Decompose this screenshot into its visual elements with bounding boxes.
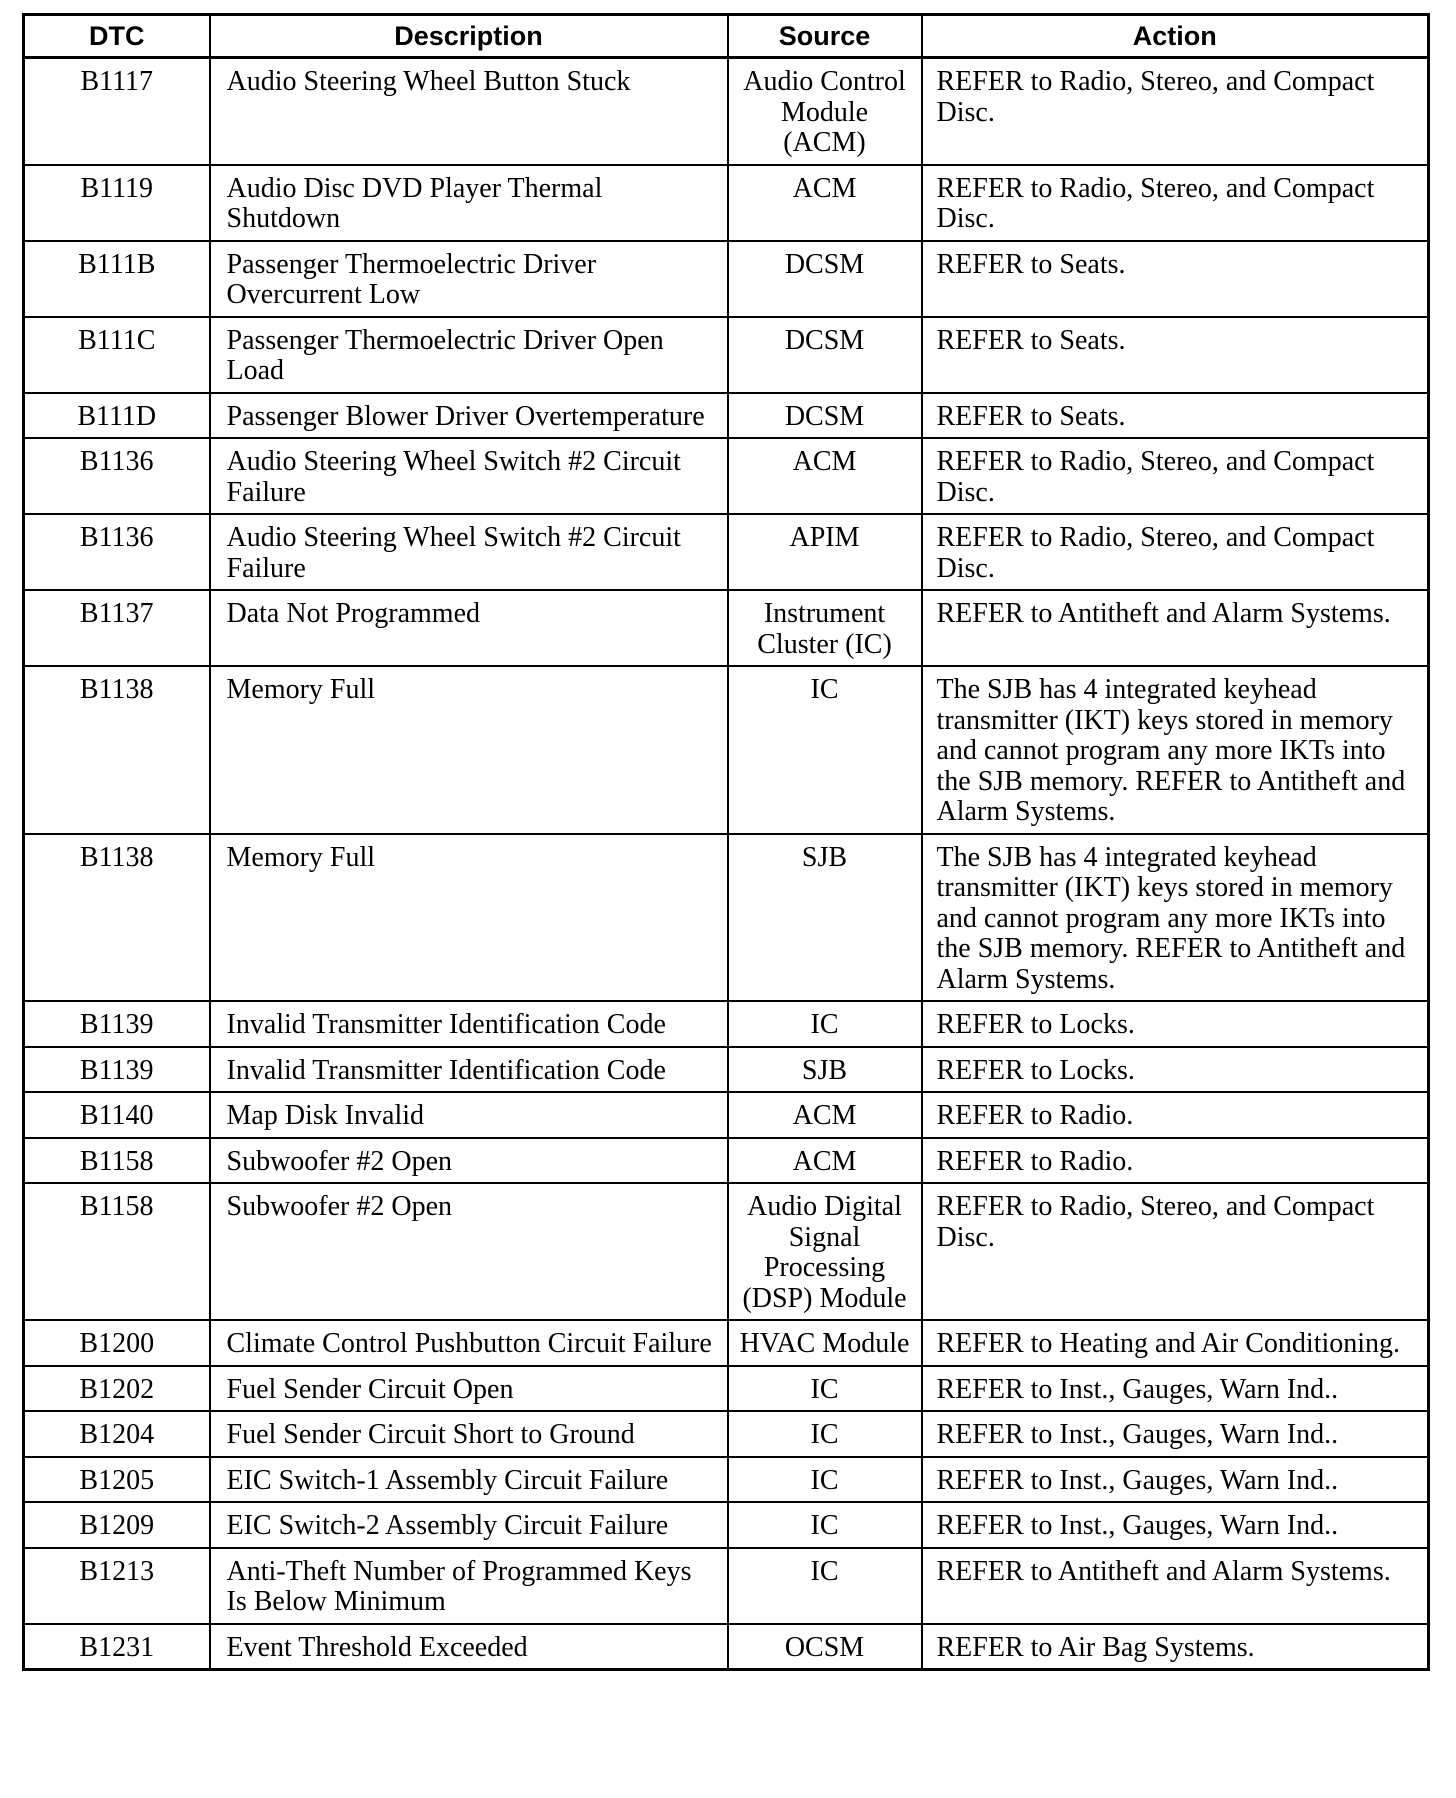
header-row (24, 15, 1429, 58)
source-cell (728, 165, 922, 241)
table-row (24, 1183, 1429, 1320)
source-cell-text: HVAC Module (739, 1328, 910, 1359)
action-cell-text: REFER to Locks. (936, 1009, 1135, 1040)
description-cell (210, 241, 728, 317)
action-cell (922, 1366, 1429, 1412)
description-cell-text: Invalid Transmitter Identification Code (226, 1009, 666, 1040)
source-cell-text: ACM (792, 1100, 857, 1131)
table-header (24, 15, 1429, 58)
description-cell (210, 1183, 728, 1320)
action-cell-text: REFER to Seats. (936, 400, 1126, 432)
dtc-code-cell-text: B1202 (79, 1373, 155, 1405)
action-cell (922, 1320, 1429, 1366)
source-cell-text: DCSM (784, 248, 865, 280)
source-cell (728, 1138, 922, 1184)
action-cell-text: REFER to Radio, Stereo, and Compact Disc. (936, 66, 1375, 128)
table-row (24, 58, 1429, 165)
action-cell-text: REFER to Heating and Air Conditioning. (936, 1328, 1401, 1359)
dtc-code-cell-text: B111B (78, 248, 156, 280)
dtc-code-cell (24, 1047, 210, 1093)
source-cell (728, 834, 922, 1002)
source-cell-text: IC (810, 674, 839, 705)
action-cell (922, 1548, 1429, 1624)
description-cell (210, 1548, 728, 1624)
action-cell (922, 1457, 1429, 1503)
dtc-code-cell (24, 1092, 210, 1138)
action-cell-text: REFER to Radio, Stereo, and Compact Disc. (936, 172, 1375, 234)
action-cell-text: REFER to Inst., Gauges, Warn Ind.. (936, 1373, 1339, 1405)
source-cell (728, 58, 922, 165)
source-cell (728, 317, 922, 393)
action-cell (922, 1411, 1429, 1457)
table-row (24, 1001, 1429, 1047)
description-cell (210, 1457, 728, 1503)
description-cell (210, 1366, 728, 1412)
description-cell-text: Audio Steering Wheel Switch #2 Circuit Failure (226, 522, 681, 584)
source-cell (728, 514, 922, 590)
description-cell-text: Fuel Sender Circuit Short to Ground (226, 1419, 635, 1450)
action-cell-text: The SJB has 4 integrated keyhead transmitter (IKT) keys stored in memory and cannot program any more IKTs into the SJB memory. REFER to Antitheft and Alarm Systems. (936, 674, 1406, 827)
description-cell (210, 1092, 728, 1138)
table-row (24, 438, 1429, 514)
dtc-code-cell-text: B1158 (79, 1145, 154, 1177)
table-row (24, 165, 1429, 241)
description-cell-text: Event Threshold Exceeded (226, 1631, 528, 1663)
dtc-code-cell (24, 1138, 210, 1184)
header-description: Description (210, 15, 728, 58)
source-cell (728, 1624, 922, 1670)
source-cell (728, 241, 922, 317)
source-cell (728, 1092, 922, 1138)
action-cell (922, 165, 1429, 241)
description-cell-text: Climate Control Pushbutton Circuit Failure (226, 1328, 712, 1359)
description-cell-text: Subwoofer #2 Open (226, 1191, 453, 1222)
action-cell (922, 317, 1429, 393)
description-cell-text: EIC Switch-1 Assembly Circuit Failure (226, 1464, 669, 1496)
description-cell (210, 438, 728, 514)
source-cell-text: OCSM (784, 1631, 865, 1663)
action-cell-text: REFER to Radio, Stereo, and Compact Disc. (936, 446, 1375, 508)
table-row (24, 1366, 1429, 1412)
action-cell (922, 1092, 1429, 1138)
dtc-code-cell-text: B1204 (79, 1419, 155, 1450)
table-row (24, 514, 1429, 590)
description-cell-text: Passenger Blower Driver Overtemperature (226, 400, 705, 432)
source-cell (728, 1320, 922, 1366)
description-cell (210, 1320, 728, 1366)
dtc-code-cell-text: B1119 (80, 172, 154, 204)
table-row (24, 1502, 1429, 1548)
source-cell-text: SJB (801, 1054, 848, 1086)
source-cell-text: APIM (789, 522, 860, 553)
dtc-code-cell-text: B1205 (79, 1464, 155, 1496)
source-cell (728, 590, 922, 666)
description-cell-text: Audio Disc DVD Player Thermal Shutdown (226, 172, 603, 234)
dtc-code-cell (24, 1320, 210, 1366)
dtc-code-cell (24, 1624, 210, 1670)
action-cell (922, 1502, 1429, 1548)
source-cell-text: IC (810, 1555, 839, 1587)
description-cell-text: EIC Switch-2 Assembly Circuit Failure (226, 1510, 669, 1541)
source-cell (728, 1047, 922, 1093)
description-cell-text: Audio Steering Wheel Switch #2 Circuit Failure (226, 446, 681, 508)
source-cell-text: Audio Control Module (ACM) (743, 66, 906, 158)
action-cell (922, 666, 1429, 834)
source-cell (728, 1411, 922, 1457)
action-cell-text: REFER to Antitheft and Alarm Systems. (936, 1555, 1391, 1587)
description-cell (210, 393, 728, 439)
header-action: Action (922, 15, 1429, 58)
action-cell (922, 393, 1429, 439)
source-cell-text: ACM (792, 1145, 857, 1177)
description-cell-text: Memory Full (226, 841, 376, 873)
dtc-code-cell (24, 58, 210, 165)
dtc-table (22, 13, 1430, 1671)
action-cell-text: REFER to Seats. (936, 324, 1126, 356)
dtc-code-cell-text: B1117 (80, 66, 154, 97)
description-cell-text: Data Not Programmed (226, 598, 480, 629)
header-dtc: DTC (24, 15, 210, 58)
dtc-code-cell-text: B1138 (79, 674, 154, 705)
description-cell (210, 1001, 728, 1047)
action-cell-text: REFER to Air Bag Systems. (936, 1631, 1255, 1663)
source-cell (728, 438, 922, 514)
dtc-code-cell (24, 393, 210, 439)
dtc-code-cell-text: B1138 (79, 841, 154, 873)
description-cell (210, 58, 728, 165)
action-cell-text: REFER to Inst., Gauges, Warn Ind.. (936, 1419, 1339, 1450)
dtc-code-cell (24, 1366, 210, 1412)
source-cell-text: IC (810, 1373, 839, 1405)
source-cell-text: SJB (801, 841, 848, 873)
table-row (24, 393, 1429, 439)
table-row (24, 1320, 1429, 1366)
dtc-code-cell (24, 514, 210, 590)
dtc-code-cell-text: B1136 (79, 522, 154, 553)
action-cell-text: REFER to Radio, Stereo, and Compact Disc. (936, 1191, 1375, 1253)
dtc-code-cell-text: B1209 (79, 1510, 155, 1541)
dtc-code-cell (24, 1001, 210, 1047)
action-cell-text: REFER to Seats. (936, 248, 1126, 280)
source-cell (728, 1457, 922, 1503)
action-cell (922, 1183, 1429, 1320)
source-cell (728, 1183, 922, 1320)
source-cell-text: DCSM (784, 324, 865, 356)
action-cell (922, 1001, 1429, 1047)
table-body (24, 58, 1429, 1670)
action-cell-text: REFER to Locks. (936, 1054, 1135, 1086)
dtc-code-cell (24, 241, 210, 317)
source-cell (728, 1502, 922, 1548)
action-cell (922, 590, 1429, 666)
description-cell (210, 666, 728, 834)
dtc-code-cell-text: B111C (78, 324, 156, 356)
source-cell (728, 666, 922, 834)
dtc-code-cell (24, 1183, 210, 1320)
table-row (24, 666, 1429, 834)
action-cell-text: REFER to Antitheft and Alarm Systems. (936, 598, 1391, 629)
table-row (24, 834, 1429, 1002)
dtc-code-cell-text: B1136 (79, 446, 154, 477)
description-cell-text: Anti-Theft Number of Programmed Keys Is Below Minimum (226, 1555, 692, 1617)
source-cell-text: IC (810, 1510, 839, 1541)
dtc-code-cell-text: B1139 (79, 1054, 154, 1086)
action-cell-text: REFER to Inst., Gauges, Warn Ind.. (936, 1464, 1339, 1496)
action-cell-text: REFER to Radio. (936, 1145, 1134, 1177)
description-cell-text: Invalid Transmitter Identification Code (226, 1054, 666, 1086)
source-cell-text: Audio Digital Signal Processing (DSP) Module (742, 1191, 907, 1314)
description-cell-text: Subwoofer #2 Open (226, 1145, 453, 1177)
dtc-code-cell (24, 834, 210, 1002)
source-cell-text: IC (810, 1464, 839, 1496)
header-source: Source (728, 15, 922, 58)
action-cell-text: REFER to Inst., Gauges, Warn Ind.. (936, 1510, 1339, 1541)
dtc-code-cell (24, 1411, 210, 1457)
source-cell-text: IC (810, 1419, 839, 1450)
table-row (24, 1624, 1429, 1670)
action-cell (922, 834, 1429, 1002)
description-cell (210, 834, 728, 1002)
description-cell-text: Memory Full (226, 674, 376, 705)
description-cell-text: Passenger Thermoelectric Driver Open Load (226, 324, 664, 386)
dtc-code-cell-text: B1139 (79, 1009, 154, 1040)
action-cell (922, 1138, 1429, 1184)
action-cell (922, 58, 1429, 165)
description-cell (210, 1047, 728, 1093)
source-cell-text: ACM (792, 172, 857, 204)
action-cell (922, 1624, 1429, 1670)
action-cell (922, 241, 1429, 317)
action-cell (922, 514, 1429, 590)
action-cell-text: The SJB has 4 integrated keyhead transmitter (IKT) keys stored in memory and cannot program any more IKTs into the SJB memory. REFER to Antitheft and Alarm Systems. (936, 841, 1406, 995)
dtc-code-cell (24, 1457, 210, 1503)
table-row (24, 1548, 1429, 1624)
dtc-code-cell-text: B1231 (79, 1631, 155, 1663)
dtc-code-cell (24, 438, 210, 514)
dtc-code-cell-text: B1137 (79, 598, 154, 629)
table-row (24, 1411, 1429, 1457)
dtc-code-cell-text: B1200 (79, 1328, 155, 1359)
source-cell (728, 1548, 922, 1624)
description-cell-text: Passenger Thermoelectric Driver Overcurrent Low (226, 248, 597, 310)
table-row (24, 1138, 1429, 1184)
dtc-code-cell (24, 590, 210, 666)
dtc-code-cell (24, 1502, 210, 1548)
description-cell (210, 514, 728, 590)
table-row (24, 317, 1429, 393)
source-cell-text: ACM (792, 446, 857, 477)
table-row (24, 241, 1429, 317)
description-cell (210, 1624, 728, 1670)
action-cell (922, 438, 1429, 514)
table-row (24, 1047, 1429, 1093)
source-cell (728, 1366, 922, 1412)
dtc-code-cell (24, 1548, 210, 1624)
source-cell-text: IC (810, 1009, 839, 1040)
action-cell-text: REFER to Radio, Stereo, and Compact Disc. (936, 522, 1375, 584)
source-cell-text: Instrument Cluster (IC) (757, 598, 892, 660)
dtc-code-cell-text: B1213 (79, 1555, 155, 1587)
description-cell (210, 317, 728, 393)
description-cell (210, 1138, 728, 1184)
description-cell-text: Fuel Sender Circuit Open (226, 1373, 514, 1405)
description-cell (210, 165, 728, 241)
dtc-code-cell (24, 165, 210, 241)
description-cell (210, 1411, 728, 1457)
description-cell-text: Map Disk Invalid (226, 1100, 425, 1131)
dtc-code-cell (24, 317, 210, 393)
dtc-code-cell (24, 666, 210, 834)
source-cell (728, 393, 922, 439)
dtc-code-cell-text: B111D (77, 400, 157, 432)
description-cell (210, 1502, 728, 1548)
source-cell (728, 1001, 922, 1047)
action-cell (922, 1047, 1429, 1093)
action-cell-text: REFER to Radio. (936, 1100, 1134, 1131)
table-row (24, 1457, 1429, 1503)
table-row (24, 1092, 1429, 1138)
source-cell-text: DCSM (784, 400, 865, 432)
description-cell (210, 590, 728, 666)
dtc-code-cell-text: B1140 (79, 1100, 154, 1131)
table-row (24, 590, 1429, 666)
dtc-code-cell-text: B1158 (79, 1191, 154, 1222)
description-cell-text: Audio Steering Wheel Button Stuck (226, 66, 631, 97)
